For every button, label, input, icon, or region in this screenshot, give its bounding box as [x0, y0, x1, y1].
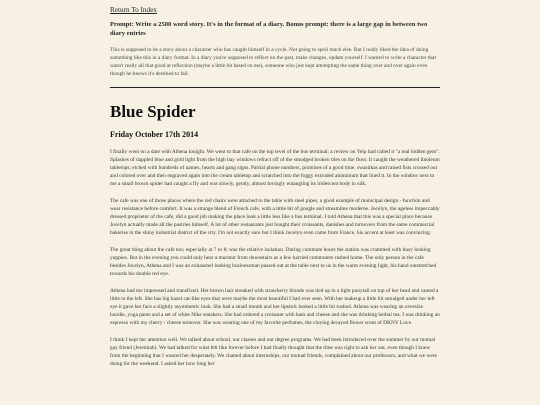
story-paragraph: I think I kept her attention well. We talked about school, our classes and our degree programs. We had been introduced over the summer by our mutual gay friend (Jeremiah). We had talked for what felt like forever before I had finally thought that the time was right to ask her out, even though I knew from the beginning that I wanted her desperately. We chatted about internships, our mutual friends, complained about our professors, and what we were doing for the weekend. I asked her how long her	[110, 337, 437, 367]
document-page	[110, 0, 440, 368]
story-paragraph: I finally went on a date with Athena tonight. We went to that cafe on the top level of the bus terminal; a review on Yelp had called it "a real hidden gem". Splashes of dappled blue and gold light from the high bay windows refract off of the smudged broken tiles on the floor. It caught the weathered linoleum tabletops; etched with hundreds of names, hearts and gang signs. Partial phone numbers, promises of a good time, swastikas and raised fists crossed out and colored over and then engraved again into the cream tabletop and scratched into the foggy extruded aluminium that lined it. In the window next to me a small brown spider had caught a fly and was slowly, gently, almost lovingly entangling its iridescent body in silk.	[110, 149, 440, 187]
story-paragraph: The great thing about the cafe too; especially at 7 or 8; was the relative isolation. During commute hours the station was crammed with busy looking yuppies. But in the evening you could only hear a murmur from downstairs as a few harried commuters rushed home. The only person in the cafe besides Jocelyn, Athena and I was an exhausted looking businessman passed out at the table next to us in the warm evening light, his hand outstretched towards his double red eye.	[110, 247, 437, 277]
story-paragraph: Athena had me impressed and transfixed. Her brown hair streaked with strawberry blonde was tied up in a tight ponytail on top of her head and canted a little to the left. She has big hazel cat-like eyes that were maybe the most beautiful I had ever seen. With her makeup a little bit smudged under her left eye it gave her face a slightly asymmetric look. She had a small mouth and her lipstick looked a little bit rushed. Athena was wearing an oversize hoodie, yoga pants and a set of white Nike sneakers. She had ordered a croissant with ham and cheese and she was drinking herbal tea. I was drinking an espresso with my cherry / cheese turnover. She was wearing one of my favorite perfumes, the cloying decayed flower scent of DKNY Love.	[110, 288, 440, 326]
intro-text: This is supposed to be a story about a character who has caught himself in a cycle. Not going to spoil much else. But I really liked the idea of doing something like this in a diary format. In a diary you're supposed to reflect on the past, make changes, update yourself. I wanted to write a character that wasn't really all that good at reflection (maybe a little bit based on me), someone who just kept attempting the same thing over and over again even though he knows it's destined to fail.	[110, 47, 436, 77]
story-paragraph: The cafe was one of those places where the red chairs were attached to the table with steel pipes, a good example of municipal design - function and wear resistance before comfort. It was a strange blend of French cafe, with a little bit of google and streamline moderne. Jocelyn, the ageless impeccably dressed proprietor of the cafe, did a good job making the place look a little less like a bus terminal. I told Athena that this was a special place because Jocelyn actually made all the pastries himself. A lot of other restaurants just bought their croissants, danishes and turnovers from the same commercial bakeries in the shiny industrial district of the city. I'm not exactly sure but I think Jocelyn even came from France, his accent at least was convincing.	[110, 198, 440, 236]
section-divider	[110, 87, 440, 88]
return-to-index-link[interactable]: Return To Index	[110, 6, 157, 14]
prompt-text: Prompt: Write a 2500 word story. It's in the format of a diary. Bonus prompt: there is a large gap in between two diary entries	[110, 21, 428, 37]
entry-date: Friday October 17th 2014	[110, 130, 199, 139]
story-title: Blue Spider	[110, 102, 196, 121]
